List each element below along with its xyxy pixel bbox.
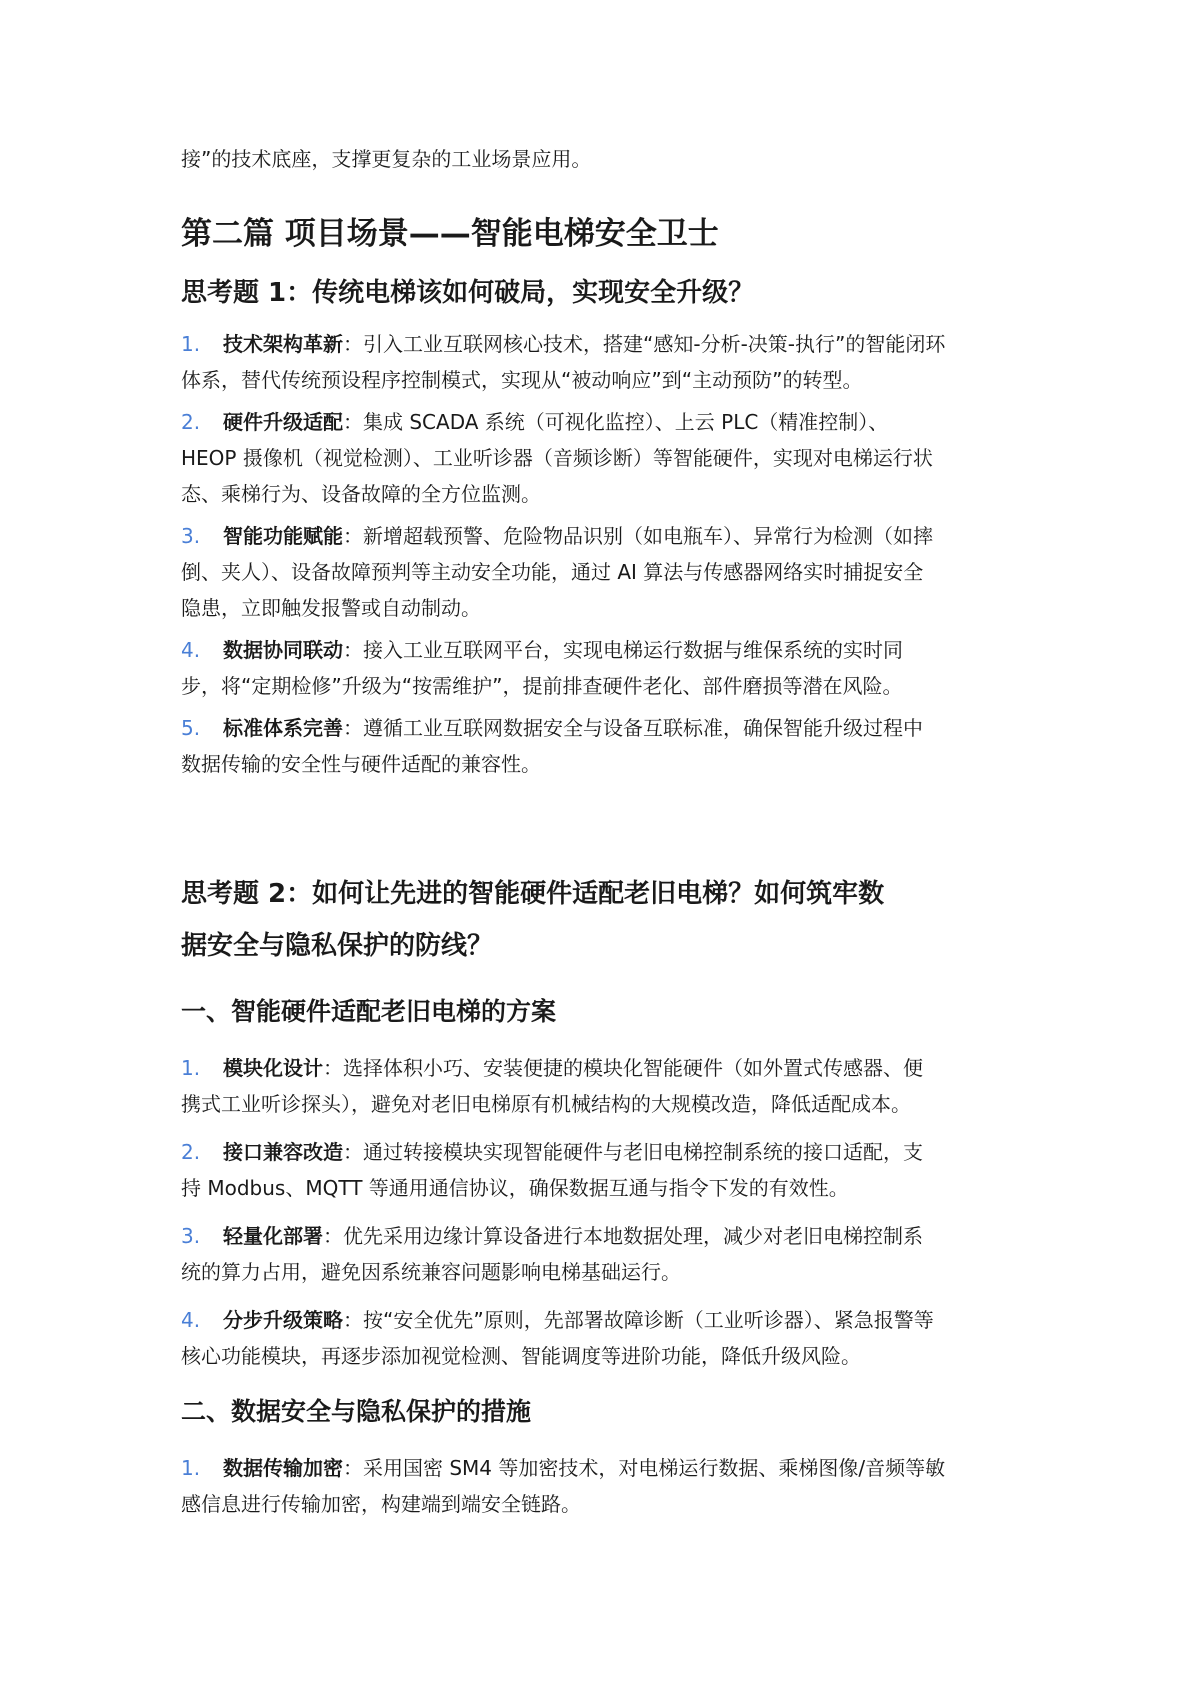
list-item: 4. 分步升级策略：按“安全优先”原则，先部署故障诊断（工业听诊器）、紧急报警等 核心功能模块，再逐步添加视觉检测、智能调度等进阶功能，降低升级风险。 — [181, 1302, 1021, 1374]
question-2-title: 思考题 2：如何让先进的智能硬件适配老旧电梯？如何筑牢数 据安全与隐私保护的防线？ — [181, 879, 885, 961]
list-item: 5. 标准体系完善：遵循工业互联网数据安全与设备互联标准，确保智能升级过程中 数据传输的安全性与硬件适配的兼容性。 — [181, 710, 1021, 782]
list-item: 2. 硬件升级适配：集成 SCADA 系统（可视化监控）、上云 PLC（精准控制）、 HEOP 摄像机（视觉检测）、工业听诊器（音频诊断）等智能硬件，实现对电梯运行状 态、乘梯行为、设备故障的全方位监测。 — [181, 404, 1021, 512]
list-number: 3. — [181, 524, 201, 548]
list-number: 1. — [181, 332, 201, 356]
list-number: 1. — [181, 1056, 201, 1080]
list-term: 接口兼容改造 — [223, 1140, 343, 1164]
list-term: 轻量化部署 — [223, 1224, 323, 1248]
list-number: 2. — [181, 410, 201, 434]
list-term: 硬件升级适配 — [223, 410, 343, 434]
intro-text: 接”的技术底座，支撑更复杂的工业场景应用。 — [181, 147, 592, 171]
list-number: 5. — [181, 716, 201, 740]
list-term: 模块化设计 — [223, 1056, 323, 1080]
list-term: 数据传输加密 — [223, 1456, 343, 1480]
list-item: 2. 接口兼容改造：通过转接模块实现智能硬件与老旧电梯控制系统的接口适配，支 持 Modbus、MQTT 等通用通信协议，确保数据互通与指令下发的有效性。 — [181, 1134, 1021, 1206]
question-1-title: 思考题 1：传统电梯该如何破局，实现安全升级？ — [181, 278, 755, 308]
list-item: 1. 模块化设计：选择体积小巧、安装便捷的模块化智能硬件（如外置式传感器、便 携式工业听诊探头），避免对老旧电梯原有机械结构的大规模改造，降低适配成本。 — [181, 1050, 1021, 1122]
list-item: 1. 技术架构革新：引入工业互联网核心技术，搭建“感知-分析-决策-执行”的智能闭环 体系，替代传统预设程序控制模式，实现从“被动响应”到“主动预防”的转型。 — [181, 326, 1021, 398]
list-item: 1. 数据传输加密：采用国密 SM4 等加密技术，对电梯运行数据、乘梯图像/音频等敏 感信息进行传输加密，构建端到端安全链路。 — [181, 1450, 1021, 1522]
list-term: 智能功能赋能 — [223, 524, 343, 548]
list-number: 1. — [181, 1456, 201, 1480]
list-term: 分步升级策略 — [223, 1308, 343, 1332]
list-item: 3. 轻量化部署：优先采用边缘计算设备进行本地数据处理，减少对老旧电梯控制系 统的算力占用，避免因系统兼容问题影响电梯基础运行。 — [181, 1218, 1021, 1290]
list-item: 4. 数据协同联动：接入工业互联网平台，实现电梯运行数据与维保系统的实时同 步，将“定期检修”升级为“按需维护”，提前排查硬件老化、部件磨损等潜在风险。 — [181, 632, 1021, 704]
list-item: 3. 智能功能赋能：新增超载预警、危险物品识别（如电瓶车）、异常行为检测（如摔 倒、夹人）、设备故障预判等主动安全功能，通过 AI 算法与传感器网络实时捕捉安全 隐患，立即触发报警或自动制动。 — [181, 518, 1021, 626]
part-title: 第二篇 项目场景——智能电梯安全卫士 — [181, 216, 719, 252]
section-1-title: 一、智能硬件适配老旧电梯的方案 — [181, 997, 557, 1026]
list-term: 标准体系完善 — [223, 716, 343, 740]
list-number: 3. — [181, 1224, 201, 1248]
list-term: 技术架构革新 — [223, 332, 343, 356]
list-number: 4. — [181, 638, 201, 662]
list-number: 4. — [181, 1308, 201, 1332]
list-number: 2. — [181, 1140, 201, 1164]
section-2-title: 二、数据安全与隐私保护的措施 — [181, 1397, 532, 1426]
list-term: 数据协同联动 — [223, 638, 343, 662]
